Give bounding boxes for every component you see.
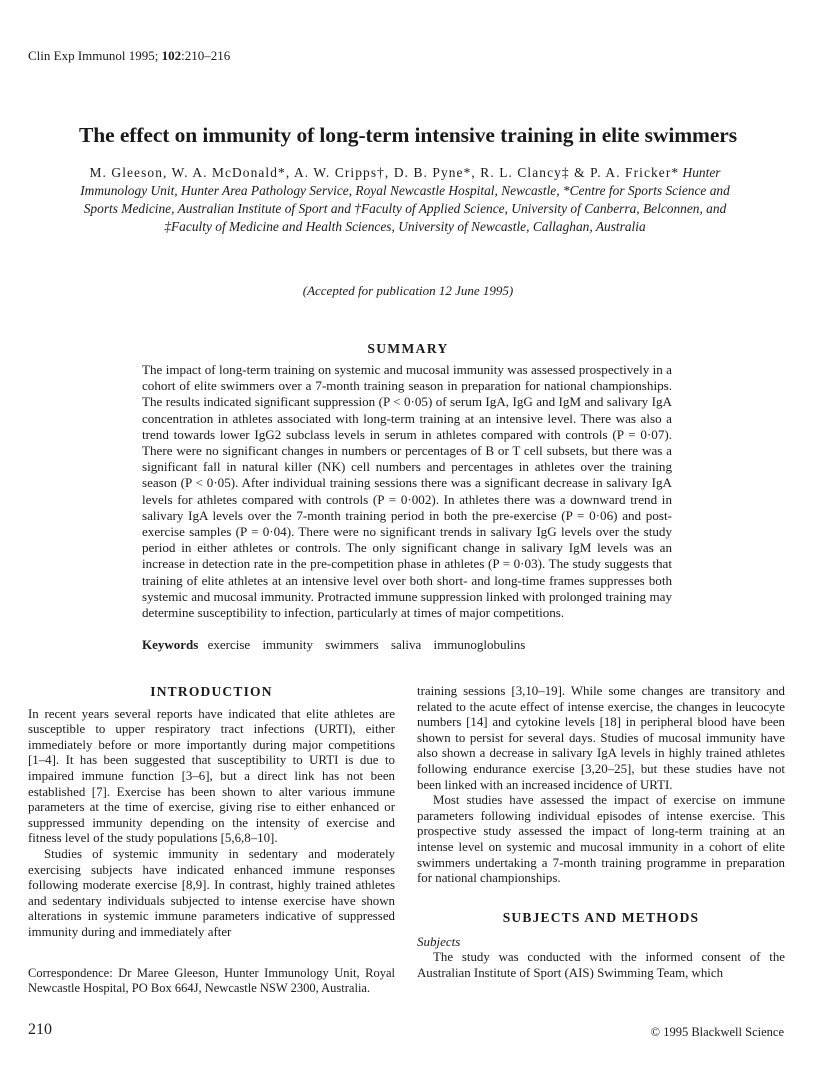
page-number: 210 xyxy=(28,1021,52,1038)
author-affiliations: Hunter Immunology Unit, Hunter Area Pathology Service, Royal Newcastle Hospital, Newcastle, *Centre for Sports Science and Sports Medicine, Australian Institute of Sport and †Faculty of Applied Science, University of Canberra, Belconnen, and ‡Faculty of Medicine and Health Sciences, University of Newcastle, Callaghan, Australia xyxy=(80,165,730,234)
journal-reference xyxy=(28,48,230,64)
author-block xyxy=(80,164,730,236)
methods-heading: SUBJECTS AND METHODS xyxy=(502,909,700,925)
journal-name: Clin Exp Immunol 1995; xyxy=(28,48,159,63)
summary-heading: SUMMARY xyxy=(367,341,449,356)
intro-paragraph-2-continued: training sessions [3,10–19]. While some changes are transitory and related to the acute effect of intense exercise, the changes in leucocyte numbers [14] and cytokine levels [18] in peripheral blood have been shown to persist for several days. Studies of mucosal immunity have also shown a decrease in salivary IgA levels in highly trained athletes following endurance exercise [3,20–25], but these studies have not been linked with an increased incidence of URTI. xyxy=(417,684,785,792)
keywords-line xyxy=(142,637,534,653)
journal-pages: :210–216 xyxy=(181,48,231,63)
intro-paragraph-3: Most studies have assessed the impact of exercise on immune parameters following individual episodes of intense exercise. This prospective study assessed the impact of long-term training at an intense level on systemic and mucosal immunity in a cohort of elite swimmers undertaking a 7-month training programme in preparation for national championships. xyxy=(417,793,785,886)
keyword: immunoglobulins xyxy=(433,637,526,652)
intro-paragraph-1: In recent years several reports have indicated that elite athletes are susceptible to upper respiratory tract infections (URTI), either immediately before or more importantly during major competitions [1–4]. It has been suggested that susceptibility to URTI is due to impaired immune function [3–6], but a direct link has not been established [7]. Exercise has been shown to alter various immune parameters at the time of exercise, giving rise to either enhanced or suppressed immunity depending on the intensity of exercise and fitness level of the study populations [5,6,8–10]. xyxy=(28,706,395,846)
author-names: M. Gleeson, W. A. McDonald*, A. W. Cripps†, D. B. Pyne*, R. L. Clancy‡ & P. A. Fricker* xyxy=(89,165,680,180)
keywords-label: Keywords xyxy=(142,637,199,652)
keyword: saliva xyxy=(390,637,422,652)
keyword: immunity xyxy=(262,637,313,652)
keyword: swimmers xyxy=(325,637,379,652)
introduction-heading: INTRODUCTION xyxy=(150,684,273,699)
accepted-date: (Accepted for publication 12 June 1995) xyxy=(302,283,514,298)
right-column xyxy=(417,684,785,981)
subjects-subheading: Subjects xyxy=(417,934,461,950)
correspondence-footnote: Correspondence: Dr Maree Gleeson, Hunter Immunology Unit, Royal Newcastle Hospital, PO Box 664J, Newcastle NSW 2300, Australia. xyxy=(28,966,395,995)
journal-volume: 102 xyxy=(161,48,182,63)
keyword: exercise xyxy=(207,637,251,652)
summary-text: The impact of long-term training on systemic and mucosal immunity was assessed prospectively in a cohort of elite swimmers over a 7-month training season in preparation for national championships. The results indicated significant suppression (P < 0·05) of serum IgA, IgG and IgM and salivary IgA concentration in athletes associated with long-term training at an intensive level. There was also a trend towards lower IgG2 subclass levels in serum in athletes compared with controls (P = 0·07). There were no significant changes in numbers or percentages of B or T cell subsets, but there was a significant fall in natural killer (NK) cell numbers and percentages in athletes over the training season (P < 0·05). After individual training sessions there was a significant decrease in salivary IgA levels for athletes compared with controls (P = 0·002). In athletes there was a downward trend in salivary IgA levels over the 7-month training period in both the pre-exercise (P = 0·06) and post-exercise samples (P = 0·04). There were no significant trends in salivary IgG levels over the study period in either athletes or controls. The only significant change in salivary IgM levels was an increase in detection rate in the pre-competition phase in athletes (P = 0·03). The study suggests that training of elite athletes at an intensive level over both short- and long-time frames suppresses both systemic and mucosal immunity. Protracted immune suppression linked with prolonged training may determine susceptibility to infection, particularly at times of major competitions. xyxy=(142,362,672,621)
left-column xyxy=(28,684,395,941)
copyright-notice: © 1995 Blackwell Science xyxy=(650,1025,784,1039)
article-title: The effect on immunity of long-term intensive training in elite swimmers xyxy=(79,123,737,147)
methods-paragraph: The study was conducted with the informed consent of the Australian Institute of Sport (AIS) Swimming Team, which xyxy=(417,949,785,980)
intro-paragraph-2: Studies of systemic immunity in sedentary and moderately exercising subjects have indicated enhanced immune responses following moderate exercise [8,9]. In contrast, highly trained athletes and sedentary individuals subjected to intense exercise have shown alterations in systemic immune parameters indicative of suppressed immunity during and immediately after xyxy=(28,846,395,939)
